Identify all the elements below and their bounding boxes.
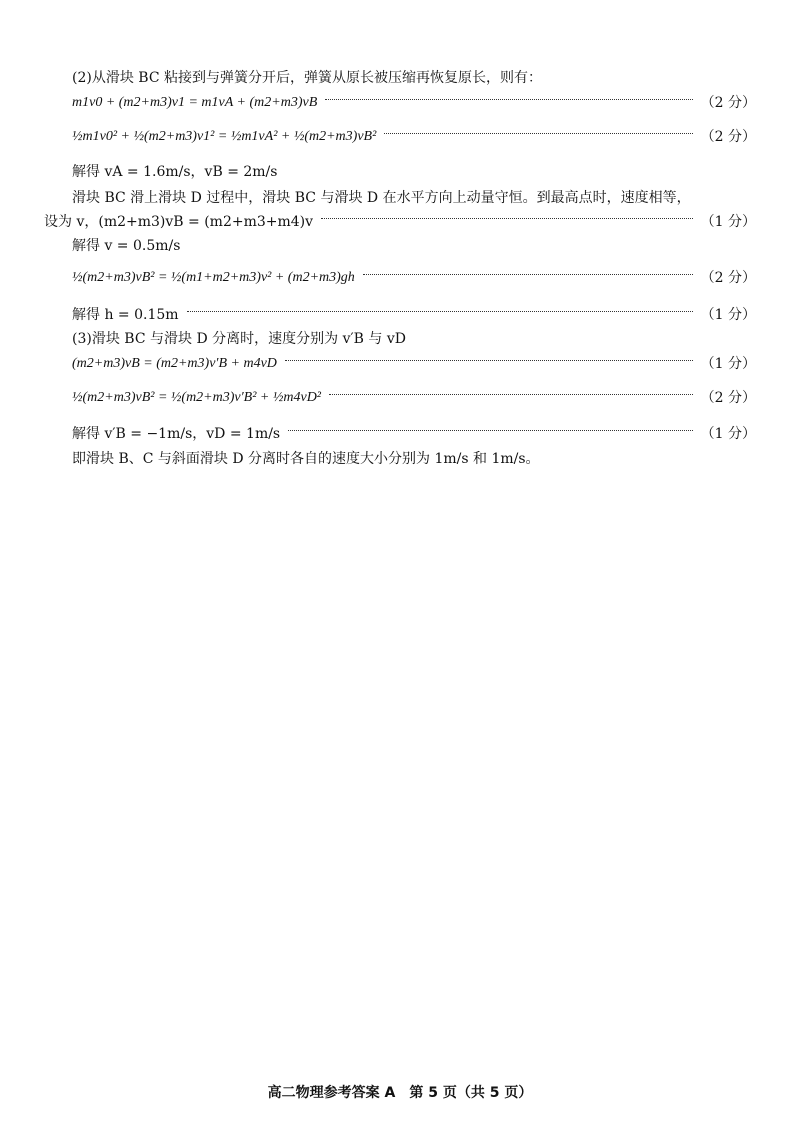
part3-intro: (3)滑块 BC 与滑块 D 分离时，速度分别为 v′B 与 vD <box>72 331 406 347</box>
bc-onto-d-text: 滑块 BC 滑上滑块 D 过程中，滑块 BC 与滑块 D 在水平方向上动量守恒。到最高点时，速度相等， <box>72 190 691 206</box>
equation-text: m1v0 + (m2+m3)v1 = m1vA + (m2+m3)vB <box>72 95 318 110</box>
equation-text: ½(m2+m3)vB² = ½(m1+m2+m3)v² + (m2+m3)gh <box>72 270 355 285</box>
score-label: （2 分） <box>700 95 756 111</box>
equation-text: (m2+m3)vB = (m2+m3)v′B + m4vD <box>72 356 277 371</box>
common-velocity-equation <box>44 212 756 232</box>
equation-text: ½(m2+m3)vB² = ½(m2+m3)v′B² + ½m4vD² <box>72 390 321 405</box>
solution-h <box>72 305 756 325</box>
equation-momentum-2 <box>72 354 756 374</box>
dot-leader <box>363 274 693 275</box>
equation-momentum-1 <box>72 93 756 113</box>
solution-v: 解得 v = 0.5m/s <box>72 238 181 254</box>
solution-va-vb: 解得 vA = 1.6m/s，vB = 2m/s <box>72 164 278 180</box>
score-label: （1 分） <box>700 426 756 442</box>
equation-energy-2 <box>72 388 756 408</box>
equation-text: 设为 v，(m2+m3)vB = (m2+m3+m4)v <box>44 214 314 230</box>
dot-leader <box>285 360 693 361</box>
dot-leader <box>325 99 692 100</box>
dot-leader <box>321 218 693 219</box>
solution-separation <box>72 424 756 444</box>
equation-text: 解得 h = 0.15m <box>72 307 179 323</box>
score-label: （2 分） <box>700 270 756 286</box>
equation-energy-1 <box>72 127 756 147</box>
equation-text: ½m1v0² + ½(m2+m3)v1² = ½m1vA² + ½(m2+m3)vB² <box>72 129 377 144</box>
equation-energy-height <box>72 268 756 288</box>
part2-intro: (2)从滑块 BC 粘接到与弹簧分开后，弹簧从原长被压缩再恢复原长，则有： <box>72 70 542 86</box>
score-label: （2 分） <box>700 129 756 145</box>
score-label: （1 分） <box>700 356 756 372</box>
equation-text: 解得 v′B = −1m/s，vD = 1m/s <box>72 426 281 442</box>
score-label: （1 分） <box>700 214 756 230</box>
page-footer: 高二物理参考答案 A 第 5 页（共 5 页） <box>267 1085 533 1101</box>
dot-leader <box>329 394 693 395</box>
dot-leader <box>288 430 693 431</box>
dot-leader <box>384 133 692 134</box>
dot-leader <box>187 311 693 312</box>
score-label: （1 分） <box>700 307 756 323</box>
score-label: （2 分） <box>700 390 756 406</box>
final-answer: 即滑块 B、C 与斜面滑块 D 分离时各自的速度大小分别为 1m/s 和 1m/s。 <box>72 451 540 467</box>
